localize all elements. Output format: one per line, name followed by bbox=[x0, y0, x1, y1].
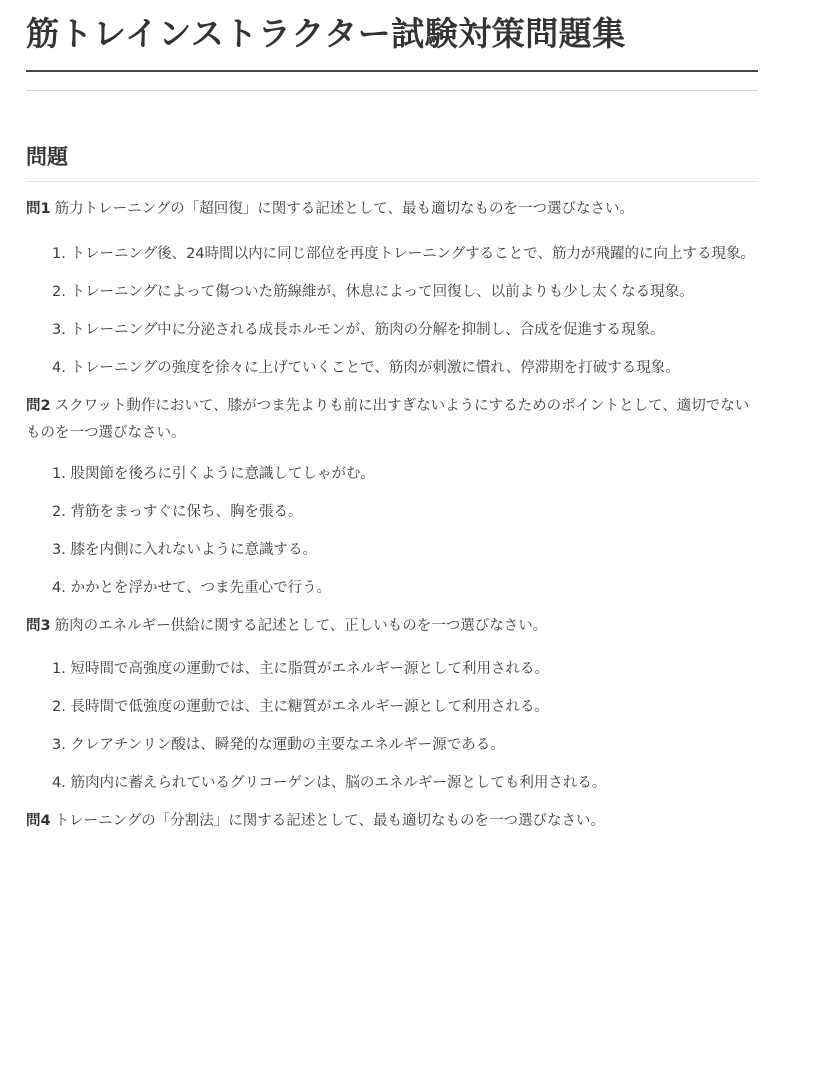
question-1-choices bbox=[26, 241, 761, 382]
question-3-text: 筋肉のエネルギー供給に関する記述として、正しいものを一つ選びなさい。 bbox=[54, 618, 548, 634]
question-1 bbox=[26, 196, 761, 223]
title-divider bbox=[26, 70, 758, 72]
question-3-label: 問3 bbox=[26, 618, 51, 634]
question-4 bbox=[26, 808, 761, 835]
page-title: 筋トレインストラクター試験対策問題集 bbox=[26, 14, 626, 53]
title-divider-thin bbox=[26, 90, 758, 91]
question-4-label: 問4 bbox=[26, 813, 51, 829]
question-2-choices bbox=[26, 461, 761, 602]
question-4-text: トレーニングの「分割法」に関する記述として、最も適切なものを一つ選びなさい。 bbox=[54, 813, 606, 829]
section-divider bbox=[26, 181, 758, 182]
question-2-label: 問2 bbox=[26, 398, 51, 414]
choice-item: 2. 長時間で低強度の運動では、主に糖質がエネルギー源として利用される。 bbox=[52, 699, 549, 715]
choice-item: 4. かかとを浮かせて、つま先重心で行う。 bbox=[52, 580, 332, 596]
choice-item: 3. 膝を内側に入れないように意識する。 bbox=[52, 542, 317, 558]
choice-item: 2. トレーニングによって傷ついた筋線維が、休息によって回復し、以前よりも少し太くなる現象。 bbox=[52, 284, 694, 300]
question-3 bbox=[26, 613, 761, 640]
question-3-choices bbox=[26, 656, 761, 797]
choice-item: 1. 短時間で高強度の運動では、主に脂質がエネルギー源として利用される。 bbox=[52, 661, 549, 677]
choice-item: 3. クレアチンリン酸は、瞬発的な運動の主要なエネルギー源である。 bbox=[52, 737, 505, 753]
choice-item: 4. 筋肉内に蓄えられているグリコーゲンは、脳のエネルギー源としても利用される。 bbox=[52, 775, 607, 791]
choice-item: 1. トレーニング後、24時間以内に同じ部位を再度トレーニングすることで、筋力が飛躍的に向上する現象。 bbox=[52, 246, 756, 262]
question-2 bbox=[26, 393, 761, 447]
choice-item: 3. トレーニング中に分泌される成長ホルモンが、筋肉の分解を抑制し、合成を促進する現象。 bbox=[52, 322, 665, 338]
section-title: 問題 bbox=[26, 145, 68, 169]
choice-item: 2. 背筋をまっすぐに保ち、胸を張る。 bbox=[52, 504, 303, 520]
choice-item: 1. 股関節を後ろに引くように意識してしゃがむ。 bbox=[52, 466, 375, 482]
question-1-label: 問1 bbox=[26, 201, 51, 217]
question-2-text: スクワット動作において、膝がつま先よりも前に出すぎないようにするためのポイントとして、適切でないものを一つ選びなさい。 bbox=[26, 398, 750, 441]
choice-item: 4. トレーニングの強度を徐々に上げていくことで、筋肉が刺激に慣れ、停滞期を打破する現象。 bbox=[52, 360, 680, 376]
question-1-text: 筋力トレーニングの「超回復」に関する記述として、最も適切なものを一つ選びなさい。 bbox=[54, 201, 635, 217]
